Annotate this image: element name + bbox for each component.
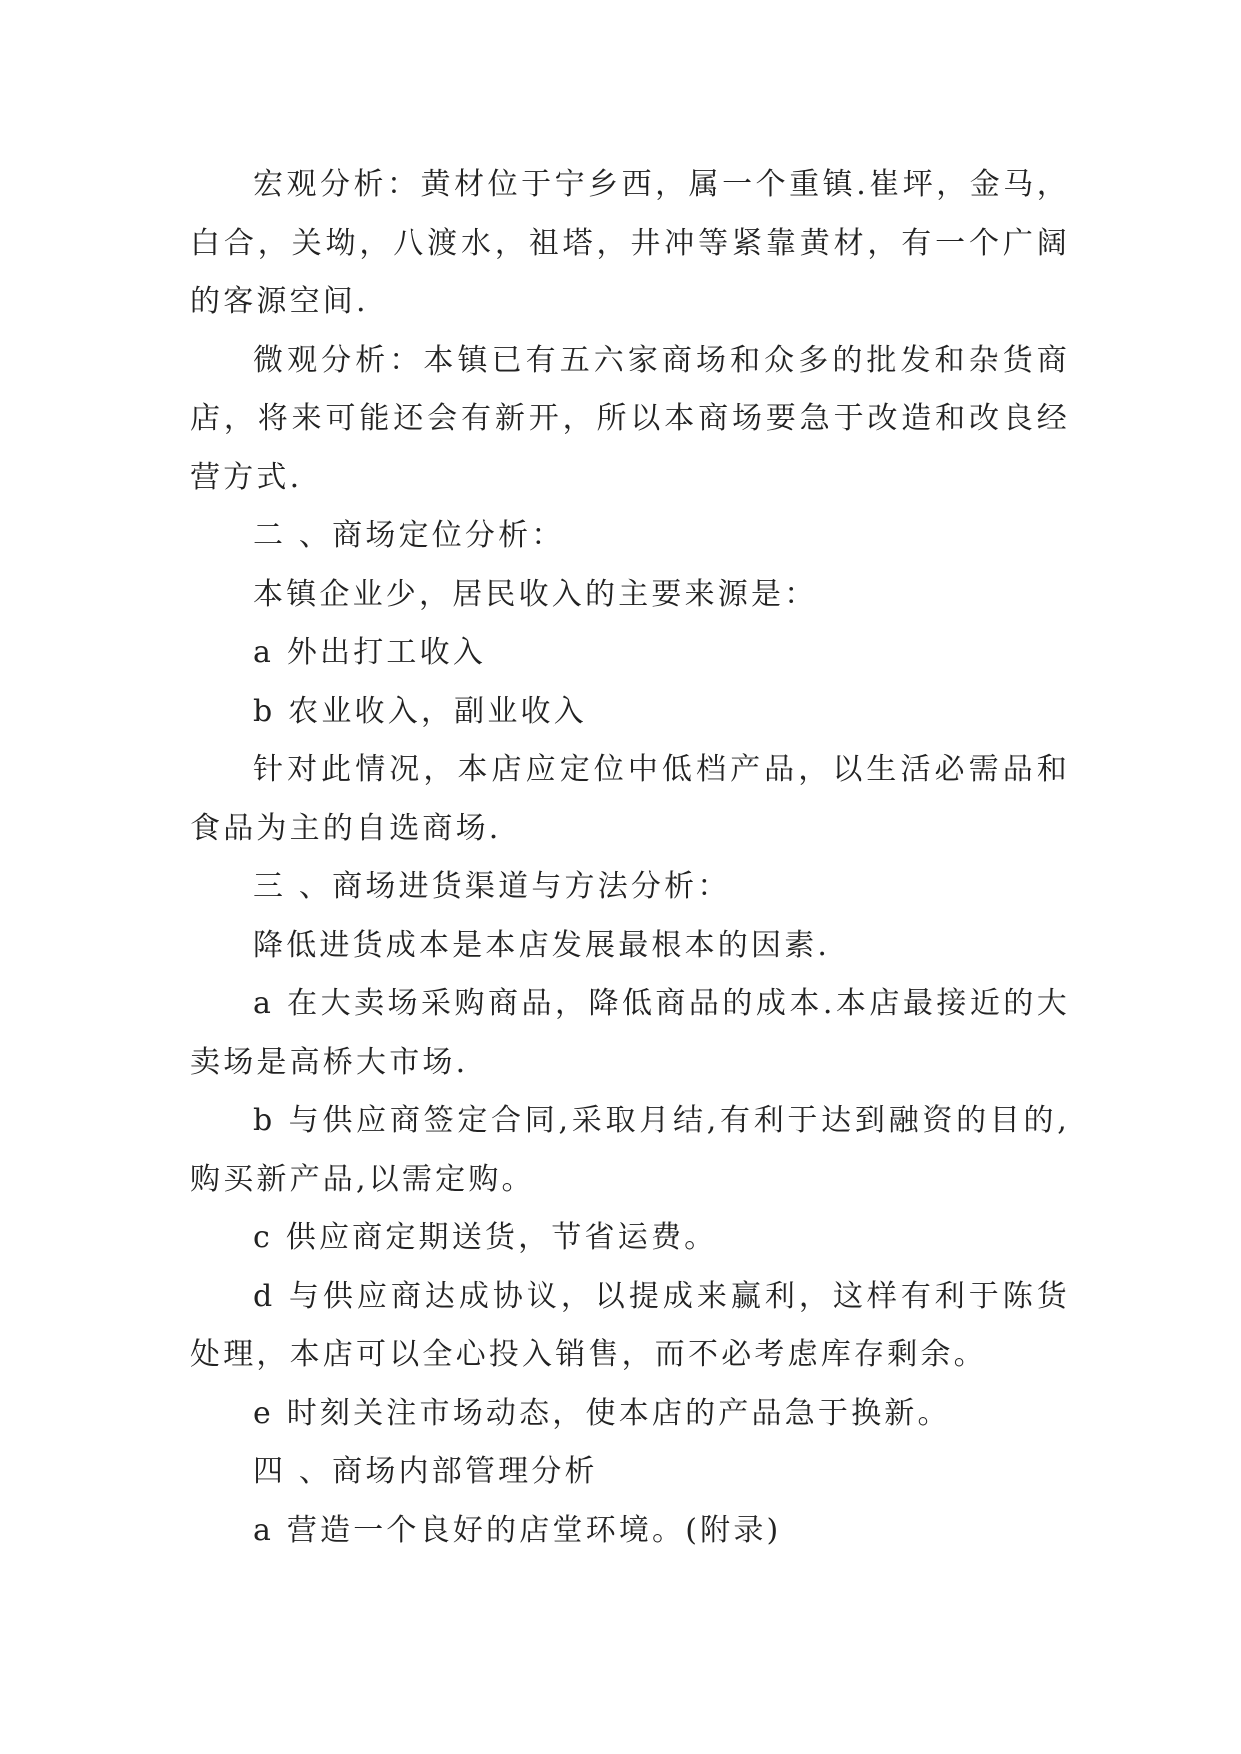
section-heading-internal-management: 四 、商场内部管理分析	[253, 1454, 598, 1489]
list-item: a 外出打工收入	[253, 635, 487, 670]
paragraph-macro-analysis: 宏观分析：黄材位于宁乡西，属一个重镇.崔坪，金马，白合，关坳，八渡水，祖塔，井冲等紧靠黄材，有一个广阔的客源空间.	[190, 167, 1070, 319]
list-item: c 供应商定期送货，节省运费。	[253, 1220, 718, 1255]
document-body	[190, 156, 1070, 1560]
paragraph-income-sources: 本镇企业少，居民收入的主要来源是：	[253, 576, 818, 612]
list-item: a 在大卖场采购商品，降低商品的成本.本店最接近的大卖场是高桥大市场.	[190, 986, 1070, 1080]
section-heading-purchasing: 三 、商场进货渠道与方法分析：	[253, 869, 731, 904]
paragraph-micro-analysis: 微观分析：本镇已有五六家商场和众多的批发和杂货商店，将来可能还会有新开，所以本商场要急于改造和改良经营方式.	[190, 342, 1070, 495]
list-item: b 农业收入，副业收入	[253, 693, 587, 729]
list-item: a 营造一个良好的店堂环境。(附录)	[253, 1512, 782, 1548]
paragraph-cost-reduction: 降低进货成本是本店发展最根本的因素.	[253, 927, 831, 963]
list-item: e 时刻关注市场动态，使本店的产品急于换新。	[253, 1395, 951, 1431]
paragraph-positioning-conclusion: 针对此情况，本店应定位中低档产品，以生活必需品和食品为主的自选商场.	[190, 752, 1070, 846]
list-item: b 与供应商签定合同,采取月结,有利于达到融资的目的,购买新产品,以需定购。	[190, 1103, 1070, 1197]
list-item: d 与供应商达成协议，以提成来赢利，这样有利于陈货处理，本店可以全心投入销售，而不必考虑库存剩余。	[190, 1278, 1070, 1372]
section-heading-positioning: 二 、商场定位分析：	[253, 518, 565, 553]
